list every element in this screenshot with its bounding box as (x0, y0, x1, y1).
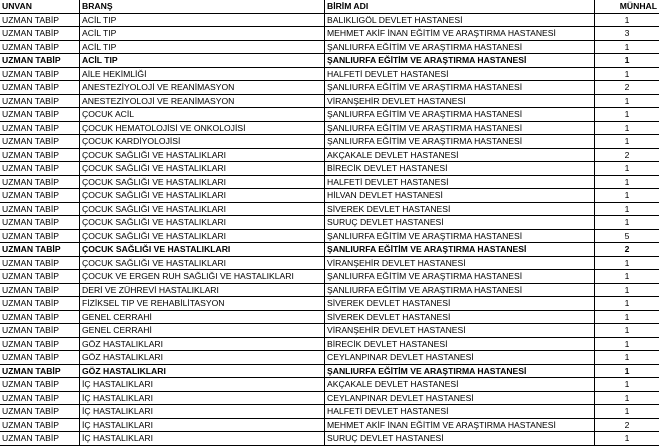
table-row (0, 54, 659, 68)
cell-unvan: UZMAN TABİP (0, 67, 80, 81)
table-row (0, 121, 659, 135)
cell-brans: ÇOCUK SAĞLIĞI VE HASTALIKLARI (80, 189, 325, 203)
cell-munhal: 1 (595, 202, 659, 216)
table-row (0, 81, 659, 95)
cell-unvan: UZMAN TABİP (0, 270, 80, 284)
cell-unvan: UZMAN TABİP (0, 175, 80, 189)
cell-munhal: 1 (595, 337, 659, 351)
cell-birim: HALFETİ DEVLET HASTANESİ (325, 405, 595, 419)
cell-brans: ANESTEZİYOLOJİ VE REANİMASYON (80, 94, 325, 108)
cell-munhal: 2 (595, 418, 659, 432)
table-row (0, 391, 659, 405)
cell-unvan: UZMAN TABİP (0, 27, 80, 41)
cell-munhal: 1 (595, 432, 659, 446)
cell-unvan: UZMAN TABİP (0, 351, 80, 365)
cell-brans: GÖZ HASTALIKLARI (80, 337, 325, 351)
cell-munhal: 5 (595, 229, 659, 243)
cell-unvan: UZMAN TABİP (0, 216, 80, 230)
table-row (0, 162, 659, 176)
cell-munhal: 1 (595, 40, 659, 54)
cell-munhal: 1 (595, 270, 659, 284)
table-body (0, 13, 659, 445)
table-row (0, 351, 659, 365)
cell-brans: FİZİKSEL TIP VE REHABİLİTASYON (80, 297, 325, 311)
cell-birim: SURUÇ DEVLET HASTANESİ (325, 432, 595, 446)
cell-unvan: UZMAN TABİP (0, 243, 80, 257)
cell-birim: ŞANLIURFA EĞİTİM VE ARAŞTIRMA HASTANESİ (325, 283, 595, 297)
table-row (0, 202, 659, 216)
cell-brans: ACİL TIP (80, 13, 325, 27)
cell-birim: HALFETİ DEVLET HASTANESİ (325, 67, 595, 81)
cell-brans: ACİL TIP (80, 54, 325, 68)
cell-munhal: 1 (595, 94, 659, 108)
cell-munhal: 2 (595, 243, 659, 257)
cell-birim: ŞANLIURFA EĞİTİM VE ARAŞTIRMA HASTANESİ (325, 135, 595, 149)
table-row (0, 324, 659, 338)
cell-brans: ÇOCUK VE ERGEN RUH SAĞLIĞI VE HASTALIKLARI (80, 270, 325, 284)
cell-unvan: UZMAN TABİP (0, 418, 80, 432)
table-row (0, 337, 659, 351)
cell-birim: ŞANLIURFA EĞİTİM VE ARAŞTIRMA HASTANESİ (325, 243, 595, 257)
cell-unvan: UZMAN TABİP (0, 229, 80, 243)
cell-birim: BİRECİK DEVLET HASTANESİ (325, 162, 595, 176)
table-row (0, 297, 659, 311)
header-brans: BRANŞ (80, 0, 325, 13)
table-row (0, 94, 659, 108)
cell-brans: AİLE HEKİMLİĞİ (80, 67, 325, 81)
cell-unvan: UZMAN TABİP (0, 94, 80, 108)
table-row (0, 175, 659, 189)
cell-munhal: 1 (595, 216, 659, 230)
cell-birim: CEYLANPINAR DEVLET HASTANESİ (325, 391, 595, 405)
cell-munhal: 1 (595, 108, 659, 122)
cell-munhal: 1 (595, 324, 659, 338)
cell-birim: BALIKLIGÖL DEVLET HASTANESİ (325, 13, 595, 27)
table-row (0, 135, 659, 149)
cell-brans: ACİL TIP (80, 40, 325, 54)
cell-munhal: 1 (595, 310, 659, 324)
cell-birim: ŞANLIURFA EĞİTİM VE ARAŞTIRMA HASTANESİ (325, 108, 595, 122)
cell-unvan: UZMAN TABİP (0, 283, 80, 297)
table-row (0, 148, 659, 162)
cell-birim: HALFETİ DEVLET HASTANESİ (325, 175, 595, 189)
cell-brans: ÇOCUK HEMATOLOJİSİ VE ONKOLOJİSİ (80, 121, 325, 135)
cell-brans: ÇOCUK KARDİYOLOJİSİ (80, 135, 325, 149)
table-row (0, 108, 659, 122)
cell-munhal: 1 (595, 121, 659, 135)
table-row (0, 67, 659, 81)
cell-brans: İÇ HASTALIKLARI (80, 405, 325, 419)
cell-munhal: 1 (595, 283, 659, 297)
cell-birim: ŞANLIURFA EĞİTİM VE ARAŞTIRMA HASTANESİ (325, 229, 595, 243)
table-row (0, 27, 659, 41)
table-row (0, 256, 659, 270)
table-row (0, 243, 659, 257)
cell-unvan: UZMAN TABİP (0, 81, 80, 95)
cell-birim: HİLVAN DEVLET HASTANESİ (325, 189, 595, 203)
cell-unvan: UZMAN TABİP (0, 310, 80, 324)
cell-unvan: UZMAN TABİP (0, 337, 80, 351)
cell-unvan: UZMAN TABİP (0, 13, 80, 27)
table-row (0, 189, 659, 203)
cell-unvan: UZMAN TABİP (0, 256, 80, 270)
cell-brans: DERİ VE ZÜHREVİ HASTALIKLARI (80, 283, 325, 297)
cell-unvan: UZMAN TABİP (0, 148, 80, 162)
cell-birim: ŞANLIURFA EĞİTİM VE ARAŞTIRMA HASTANESİ (325, 54, 595, 68)
cell-birim: ŞANLIURFA EĞİTİM VE ARAŞTIRMA HASTANESİ (325, 40, 595, 54)
cell-brans: ÇOCUK SAĞLIĞI VE HASTALIKLARI (80, 243, 325, 257)
cell-birim: AKÇAKALE DEVLET HASTANESİ (325, 148, 595, 162)
cell-brans: İÇ HASTALIKLARI (80, 391, 325, 405)
cell-birim: SİVEREK DEVLET HASTANESİ (325, 202, 595, 216)
cell-munhal: 1 (595, 135, 659, 149)
table-row (0, 432, 659, 446)
cell-unvan: UZMAN TABİP (0, 108, 80, 122)
cell-brans: ÇOCUK SAĞLIĞI VE HASTALIKLARI (80, 148, 325, 162)
cell-munhal: 1 (595, 405, 659, 419)
cell-birim: SURUÇ DEVLET HASTANESİ (325, 216, 595, 230)
cell-unvan: UZMAN TABİP (0, 202, 80, 216)
cell-munhal: 1 (595, 256, 659, 270)
cell-unvan: UZMAN TABİP (0, 189, 80, 203)
table-row (0, 40, 659, 54)
cell-munhal: 2 (595, 81, 659, 95)
cell-brans: ÇOCUK SAĞLIĞI VE HASTALIKLARI (80, 216, 325, 230)
cell-munhal: 2 (595, 148, 659, 162)
cell-brans: İÇ HASTALIKLARI (80, 378, 325, 392)
cell-birim: CEYLANPINAR DEVLET HASTANESİ (325, 351, 595, 365)
cell-unvan: UZMAN TABİP (0, 54, 80, 68)
cell-munhal: 1 (595, 13, 659, 27)
table-row (0, 310, 659, 324)
cell-unvan: UZMAN TABİP (0, 364, 80, 378)
cell-munhal: 1 (595, 189, 659, 203)
cell-munhal: 1 (595, 351, 659, 365)
header-row (0, 0, 659, 13)
cell-unvan: UZMAN TABİP (0, 135, 80, 149)
cell-birim: ŞANLIURFA EĞİTİM VE ARAŞTIRMA HASTANESİ (325, 364, 595, 378)
cell-brans: ÇOCUK SAĞLIĞI VE HASTALIKLARI (80, 229, 325, 243)
cell-munhal: 1 (595, 297, 659, 311)
cell-birim: ŞANLIURFA EĞİTİM VE ARAŞTIRMA HASTANESİ (325, 81, 595, 95)
cell-birim: VİRANŞEHİR DEVLET HASTANESİ (325, 324, 595, 338)
cell-birim: VİRANŞEHİR DEVLET HASTANESİ (325, 94, 595, 108)
cell-munhal: 1 (595, 162, 659, 176)
header-munhal: MÜNHAL (595, 0, 659, 13)
cell-unvan: UZMAN TABİP (0, 40, 80, 54)
cell-unvan: UZMAN TABİP (0, 297, 80, 311)
cell-birim: VİRANŞEHİR DEVLET HASTANESİ (325, 256, 595, 270)
cell-brans: GÖZ HASTALIKLARI (80, 351, 325, 365)
table-row (0, 418, 659, 432)
cell-brans: ACİL TIP (80, 27, 325, 41)
table-row (0, 13, 659, 27)
cell-unvan: UZMAN TABİP (0, 405, 80, 419)
cell-birim: MEHMET AKİF İNAN EĞİTİM VE ARAŞTIRMA HASTANESİ (325, 27, 595, 41)
cell-brans: GÖZ HASTALIKLARI (80, 364, 325, 378)
cell-unvan: UZMAN TABİP (0, 391, 80, 405)
cell-birim: ŞANLIURFA EĞİTİM VE ARAŞTIRMA HASTANESİ (325, 270, 595, 284)
cell-birim: SİVEREK DEVLET HASTANESİ (325, 310, 595, 324)
table-row (0, 283, 659, 297)
cell-birim: AKÇAKALE DEVLET HASTANESİ (325, 378, 595, 392)
cell-brans: ÇOCUK ACİL (80, 108, 325, 122)
cell-brans: İÇ HASTALIKLARI (80, 432, 325, 446)
cell-brans: GENEL CERRAHİ (80, 324, 325, 338)
cell-munhal: 1 (595, 67, 659, 81)
cell-birim: SİVEREK DEVLET HASTANESİ (325, 297, 595, 311)
cell-munhal: 1 (595, 175, 659, 189)
cell-unvan: UZMAN TABİP (0, 432, 80, 446)
cell-munhal: 1 (595, 54, 659, 68)
cell-munhal: 1 (595, 364, 659, 378)
cell-munhal: 1 (595, 391, 659, 405)
table-row (0, 405, 659, 419)
table-row (0, 378, 659, 392)
cell-munhal: 1 (595, 378, 659, 392)
cell-brans: İÇ HASTALIKLARI (80, 418, 325, 432)
cell-unvan: UZMAN TABİP (0, 324, 80, 338)
cell-unvan: UZMAN TABİP (0, 162, 80, 176)
cell-unvan: UZMAN TABİP (0, 378, 80, 392)
cell-brans: ÇOCUK SAĞLIĞI VE HASTALIKLARI (80, 175, 325, 189)
cell-brans: ÇOCUK SAĞLIĞI VE HASTALIKLARI (80, 202, 325, 216)
cell-birim: MEHMET AKİF İNAN EĞİTİM VE ARAŞTIRMA HASTANESİ (325, 418, 595, 432)
cell-brans: GENEL CERRAHİ (80, 310, 325, 324)
table-row (0, 229, 659, 243)
header-birim: BİRİM ADI (325, 0, 595, 13)
cell-unvan: UZMAN TABİP (0, 121, 80, 135)
cell-birim: BİRECİK DEVLET HASTANESİ (325, 337, 595, 351)
table-row (0, 270, 659, 284)
cell-birim: ŞANLIURFA EĞİTİM VE ARAŞTIRMA HASTANESİ (325, 121, 595, 135)
cell-brans: ÇOCUK SAĞLIĞI VE HASTALIKLARI (80, 256, 325, 270)
cell-munhal: 3 (595, 27, 659, 41)
cell-brans: ÇOCUK SAĞLIĞI VE HASTALIKLARI (80, 162, 325, 176)
header-unvan: UNVAN (0, 0, 80, 13)
table-row (0, 216, 659, 230)
cell-brans: ANESTEZİYOLOJİ VE REANİMASYON (80, 81, 325, 95)
table-row (0, 364, 659, 378)
